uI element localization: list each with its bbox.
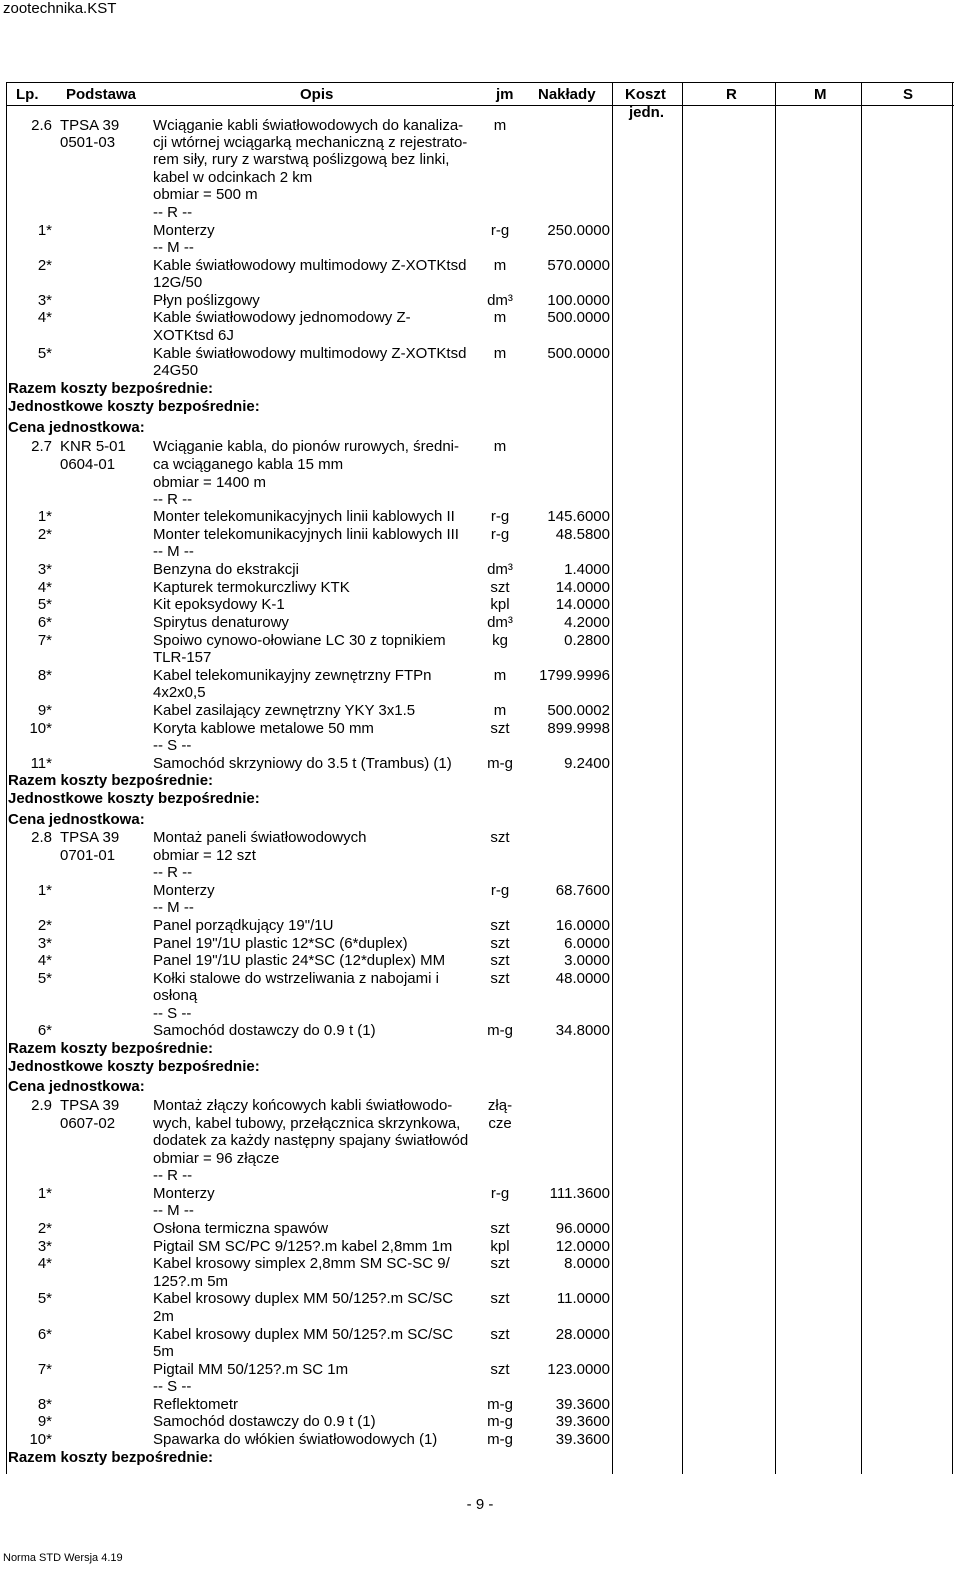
row-jm: szt (490, 579, 510, 596)
row-opis: 5m (153, 1343, 174, 1360)
row-naklady: 250.0000 (547, 222, 610, 239)
row-naklady: 16.0000 (555, 917, 610, 934)
row-podstawa: TPSA 39 (60, 1097, 120, 1114)
row-lp: 2.9 (31, 1097, 52, 1114)
row-lp: 2.7 (31, 438, 52, 455)
row-opis: Samochód dostawczy do 0.9 t (1) (153, 1413, 376, 1430)
summary-label-cena: Cena jednostkowa: (8, 419, 145, 436)
row-jm: kpl (490, 596, 510, 613)
page-number: - 9 - (466, 1496, 494, 1513)
row-opis: -- S -- (153, 737, 192, 754)
row-jm: szt (490, 1290, 510, 1307)
row-opis: Montaż złączy końcowych kabli światłowodo- (153, 1097, 453, 1114)
col-jm: jm (496, 86, 514, 103)
summary-label-cena: Cena jednostkowa: (8, 811, 145, 828)
row-opis: Kabel krosowy simplex 2,8mm SM SC-SC 9/ (153, 1255, 450, 1272)
row-opis: Kable światłowodowy multimodowy Z-XOTKtsd (153, 345, 467, 362)
row-opis: cji wtórnej wciągarką mechaniczną z rejestrato- (153, 134, 468, 151)
row-opis: 2m (153, 1308, 174, 1325)
row-opis: kabel w odcinkach 2 km (153, 169, 313, 186)
row-jm: m (493, 257, 507, 274)
col-opis: Opis (300, 86, 334, 103)
row-naklady: 111.3600 (549, 1185, 610, 1202)
row-naklady: 8.0000 (564, 1255, 610, 1272)
row-lp: 5* (37, 345, 52, 362)
summary-label-cena: Cena jednostkowa: (8, 1078, 145, 1095)
col-s: S (903, 86, 914, 103)
row-naklady: 3.0000 (564, 952, 610, 969)
row-podstawa: TPSA 39 (60, 829, 120, 846)
row-naklady: 1799.9996 (539, 667, 610, 684)
row-opis: 4x2x0,5 (153, 684, 206, 701)
row-jm: m (493, 117, 507, 134)
row-opis: Spirytus denaturowy (153, 614, 289, 631)
col-r: R (726, 86, 737, 103)
row-opis: Pigtail MM 50/125?.m SC 1m (153, 1361, 349, 1378)
row-jm: kpl (490, 1238, 510, 1255)
row-naklady: 39.3600 (555, 1396, 610, 1413)
row-naklady: 1.4000 (564, 561, 610, 578)
row-podstawa: TPSA 39 (60, 117, 120, 134)
grid-line (861, 82, 862, 1474)
row-jm: złą- (487, 1097, 513, 1114)
row-lp: 4* (37, 309, 52, 326)
row-lp: 2* (37, 526, 52, 543)
row-opis: Monter telekomunikacyjnych linii kablowych III (153, 526, 459, 543)
row-opis: Montaż paneli światłowodowych (153, 829, 367, 846)
row-naklady: 100.0000 (547, 292, 610, 309)
row-opis: 12G/50 (153, 274, 203, 291)
row-opis: Kabel krosowy duplex MM 50/125?.m SC/SC (153, 1290, 454, 1307)
row-lp: 1* (37, 508, 52, 525)
row-opis: Spoiwo cynowo-ołowiane LC 30 z topnikiem (153, 632, 446, 649)
row-lp: 7* (37, 1361, 52, 1378)
row-lp: 8* (37, 1396, 52, 1413)
col-podstawa: Podstawa (66, 86, 137, 103)
row-lp: 7* (37, 632, 52, 649)
row-opis: Samochód dostawczy do 0.9 t (1) (153, 1022, 376, 1039)
col-naklady: Nakłady (538, 86, 596, 103)
row-lp: 6* (37, 1326, 52, 1343)
row-naklady: 96.0000 (555, 1220, 610, 1237)
row-opis: Kołki stalowe do wstrzeliwania z nabojami i (153, 970, 439, 987)
row-opis: Kable światłowodowy jednomodowy Z- (153, 309, 411, 326)
row-lp: 4* (37, 579, 52, 596)
row-opis: Reflektometr (153, 1396, 239, 1413)
row-jm: dm³ (487, 614, 513, 631)
row-opis: -- M -- (153, 543, 194, 560)
row-lp: 2* (37, 1220, 52, 1237)
row-naklady: 11.0000 (556, 1290, 610, 1307)
row-jm: r-g (490, 508, 510, 525)
row-lp: 5* (37, 1290, 52, 1307)
row-naklady: 68.7600 (555, 882, 610, 899)
row-naklady: 500.0000 (547, 345, 610, 362)
row-opis: -- R -- (153, 1167, 193, 1184)
row-opis: obmiar = 500 m (153, 186, 258, 203)
row-jm: r-g (490, 526, 510, 543)
row-opis: -- M -- (153, 899, 194, 916)
row-jm: dm³ (487, 561, 513, 578)
row-lp: 10* (29, 720, 52, 737)
row-jm: dm³ (487, 292, 513, 309)
row-jm: m-g (487, 1396, 513, 1413)
row-opis: ca wciąganego kabla 15 mm (153, 456, 344, 473)
row-opis: Kabel krosowy duplex MM 50/125?.m SC/SC (153, 1326, 454, 1343)
row-opis: -- S -- (153, 1378, 192, 1395)
row-podstawa: 0701-01 (60, 847, 116, 864)
row-naklady: 145.6000 (547, 508, 610, 525)
grid-line (612, 82, 613, 1474)
row-jm: szt (490, 1220, 510, 1237)
row-naklady: 570.0000 (547, 257, 610, 274)
row-lp: 11* (30, 755, 52, 772)
row-naklady: 500.0002 (547, 702, 610, 719)
row-opis: 24G50 (153, 362, 199, 379)
col-m: M (814, 86, 827, 103)
row-opis: -- R -- (153, 204, 193, 221)
row-naklady: 9.2400 (564, 755, 610, 772)
row-lp: 9* (37, 1413, 52, 1430)
row-jm: szt (490, 720, 510, 737)
row-jm: m-g (487, 755, 513, 772)
row-jm: r-g (490, 882, 510, 899)
row-lp: 1* (37, 1185, 52, 1202)
summary-label-jednostkowe: Jednostkowe koszty bezpośrednie: (8, 398, 260, 415)
row-naklady: 14.0000 (555, 579, 610, 596)
row-naklady: 39.3600 (555, 1431, 610, 1448)
row-jm: m (493, 702, 507, 719)
summary-label-jednostkowe: Jednostkowe koszty bezpośrednie: (8, 790, 260, 807)
row-lp: 6* (37, 1022, 52, 1039)
row-opis: Kapturek termokurczliwy KTK (153, 579, 350, 596)
row-lp: 4* (37, 952, 52, 969)
row-lp: 8* (37, 667, 52, 684)
row-opis: Monterzy (153, 882, 215, 899)
row-jm: m (493, 438, 507, 455)
row-lp: 9* (37, 702, 52, 719)
row-opis: Pigtail SM SC/PC 9/125?.m kabel 2,8mm 1m (153, 1238, 453, 1255)
row-opis: dodatek za każdy następny spajany światłowód (153, 1132, 469, 1149)
row-jm: m-g (487, 1413, 513, 1430)
row-opis: Kit epoksydowy K-1 (153, 596, 285, 613)
row-podstawa: 0607-02 (60, 1115, 116, 1132)
row-lp: 1* (37, 882, 52, 899)
row-naklady: 48.5800 (555, 526, 610, 543)
row-lp: 3* (37, 1238, 52, 1255)
row-opis: Panel 19"/1U plastic 24*SC (12*duplex) MM (153, 952, 446, 969)
row-lp: 4* (37, 1255, 52, 1272)
row-opis: -- R -- (153, 491, 193, 508)
row-naklady: 899.9998 (547, 720, 610, 737)
row-opis: Kabel zasilający zewnętrzny YKY 3x1.5 (153, 702, 416, 719)
row-jm: szt (490, 829, 510, 846)
col-koszt: Koszt (625, 86, 666, 103)
grid-line (952, 82, 953, 1474)
row-opis: XOTKtsd 6J (153, 327, 234, 344)
row-opis: Panel porządkujący 19"/1U (153, 917, 334, 934)
summary-label-jednostkowe: Jednostkowe koszty bezpośrednie: (8, 1058, 260, 1075)
summary-label-razem: Razem koszty bezpośrednie: (8, 380, 214, 397)
row-opis: osłoną (153, 987, 198, 1004)
site-title: zootechnika.KST (3, 0, 117, 17)
row-naklady: 39.3600 (555, 1413, 610, 1430)
row-lp: 2.8 (31, 829, 52, 846)
row-jm: m (493, 667, 507, 684)
row-jm: szt (490, 917, 510, 934)
row-naklady: 123.0000 (547, 1361, 610, 1378)
row-opis: Płyn poślizgowy (153, 292, 260, 309)
row-jm: szt (490, 1361, 510, 1378)
row-opis: wych, kabel tubowy, przełącznica skrzynkowa, (153, 1115, 461, 1132)
grid-line (682, 82, 683, 1474)
row-opis: Monter telekomunikacyjnych linii kablowych II (153, 508, 455, 525)
row-lp: 5* (37, 596, 52, 613)
col-lp: Lp. (16, 86, 39, 103)
row-lp: 6* (37, 614, 52, 631)
row-naklady: 14.0000 (555, 596, 610, 613)
summary-label-razem: Razem koszty bezpośrednie: (8, 1040, 214, 1057)
row-lp: 2* (37, 257, 52, 274)
row-lp: 2* (37, 917, 52, 934)
row-opis: Koryta kablowe metalowe 50 mm (153, 720, 374, 737)
row-opis: -- R -- (153, 864, 193, 881)
row-jm: r-g (490, 1185, 510, 1202)
row-lp: 2.6 (31, 117, 52, 134)
row-opis: Panel 19"/1U plastic 12*SC (6*duplex) (153, 935, 408, 952)
row-naklady: 28.0000 (555, 1326, 610, 1343)
row-opis: Monterzy (153, 1185, 215, 1202)
row-opis: Kable światłowodowy multimodowy Z-XOTKtsd (153, 257, 467, 274)
row-jm: m-g (487, 1431, 513, 1448)
footer-version: Norma STD Wersja 4.19 (3, 1552, 123, 1564)
row-jm: kg (492, 632, 508, 649)
row-opis: Benzyna do ekstrakcji (153, 561, 299, 578)
row-opis: obmiar = 96 złącze (153, 1150, 280, 1167)
row-opis: Monterzy (153, 222, 215, 239)
summary-label-razem: Razem koszty bezpośrednie: (8, 772, 214, 789)
row-podstawa: KNR 5-01 (60, 438, 126, 455)
row-jm: szt (490, 1255, 510, 1272)
row-lp: 3* (37, 292, 52, 309)
row-naklady: 34.8000 (555, 1022, 610, 1039)
row-opis: obmiar = 1400 m (153, 474, 266, 491)
row-jm: szt (490, 970, 510, 987)
row-naklady: 0.2800 (564, 632, 610, 649)
row-jm: szt (490, 1326, 510, 1343)
row-lp: 3* (37, 561, 52, 578)
row-lp: 1* (37, 222, 52, 239)
row-jm: r-g (490, 222, 510, 239)
row-opis: Kabel telekomunikayjny zewnętrzny FTPn (153, 667, 432, 684)
row-lp: 5* (37, 970, 52, 987)
row-opis: Samochód skrzyniowy do 3.5 t (Trambus) (1) (153, 755, 452, 772)
row-naklady: 4.2000 (564, 614, 610, 631)
row-jm: szt (490, 935, 510, 952)
row-opis: 125?.m 5m (153, 1273, 229, 1290)
col-koszt-jedn: jedn. (629, 104, 665, 121)
row-jm: szt (490, 952, 510, 969)
row-opis: obmiar = 12 szt (153, 847, 256, 864)
row-podstawa: 0501-03 (60, 134, 116, 151)
summary-label-razem: Razem koszty bezpośrednie: (8, 1449, 214, 1466)
row-opis: -- M -- (153, 1202, 194, 1219)
row-jm: cze (488, 1115, 512, 1132)
row-opis: Wciąganie kabli światłowodowych do kanaliza- (153, 117, 464, 134)
row-opis: TLR-157 (153, 649, 212, 666)
row-opis: Osłona termiczna spawów (153, 1220, 329, 1237)
row-lp: 3* (37, 935, 52, 952)
row-opis: -- S -- (153, 1005, 192, 1022)
grid-line (775, 82, 776, 1474)
row-naklady: 48.0000 (555, 970, 610, 987)
row-jm: m (493, 345, 507, 362)
row-naklady: 12.0000 (555, 1238, 610, 1255)
row-naklady: 6.0000 (564, 935, 610, 952)
row-naklady: 500.0000 (547, 309, 610, 326)
row-opis: Spawarka do włókien światłowodowych (1) (153, 1431, 438, 1448)
row-podstawa: 0604-01 (60, 456, 116, 473)
table-header (6, 82, 954, 121)
row-jm: m-g (487, 1022, 513, 1039)
row-opis: rem siły, rury z warstwą poślizgową bez linki, (153, 151, 450, 168)
row-opis: Wciąganie kabla, do pionów rurowych, średni- (153, 438, 459, 455)
row-jm: m (493, 309, 507, 326)
row-lp: 10* (29, 1431, 52, 1448)
row-opis: -- M -- (153, 239, 194, 256)
